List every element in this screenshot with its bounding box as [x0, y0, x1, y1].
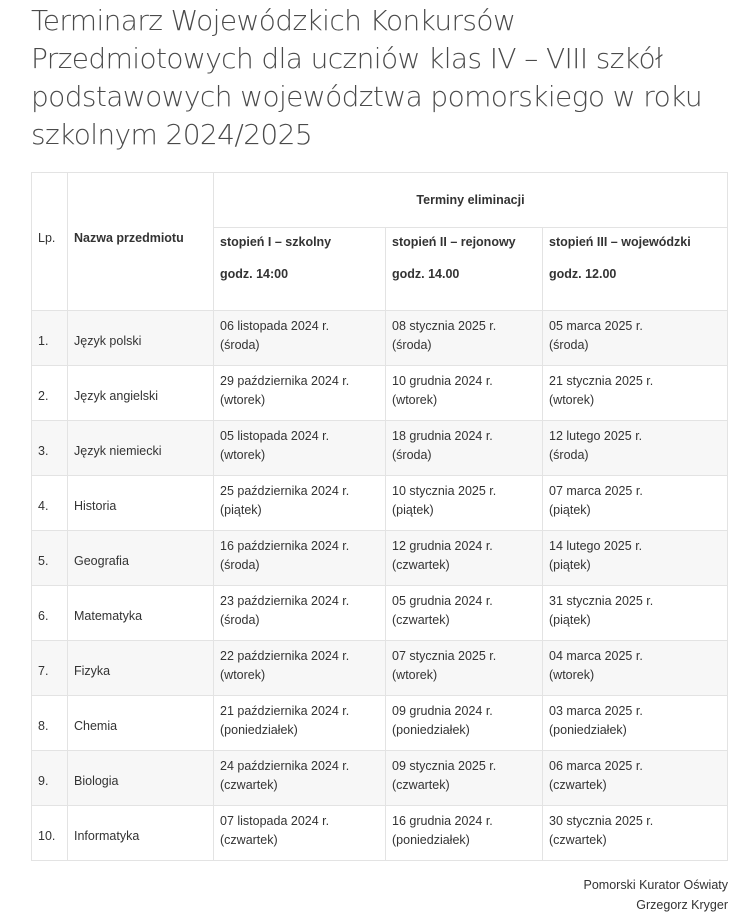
stage-1-weekday: (wtorek) — [220, 668, 266, 682]
row-lp — [32, 751, 68, 806]
stage-1-date-cell — [214, 531, 386, 586]
row-subject — [68, 586, 214, 641]
subject-name: Informatyka — [74, 828, 140, 843]
row-lp — [32, 311, 68, 366]
row-number: 7. — [38, 663, 49, 678]
stage-1-weekday: (czwartek) — [220, 778, 278, 792]
stage-1-date: 24 października 2024 r. — [220, 759, 350, 773]
stage-3-date-cell — [543, 696, 728, 751]
stage-3-date: 05 marca 2025 r. — [549, 319, 643, 333]
row-number: 2. — [38, 388, 49, 403]
stage-2-date: 08 stycznia 2025 r. — [392, 319, 497, 333]
stage-1-date: 16 października 2024 r. — [220, 539, 350, 553]
stage-2-weekday: (czwartek) — [392, 613, 450, 627]
stage-2-date-cell — [386, 641, 543, 696]
stage-1-weekday: (czwartek) — [220, 833, 278, 847]
stage-3-date: 30 stycznia 2025 r. — [549, 814, 654, 828]
table-row — [32, 696, 728, 751]
row-lp — [32, 531, 68, 586]
stage-3-weekday: (poniedziałek) — [549, 723, 627, 737]
stage-2-hour: godz. 14.00 — [392, 267, 460, 281]
stage-3-date-cell — [543, 641, 728, 696]
stage-3-weekday: (czwartek) — [549, 833, 607, 847]
stage-2-date: 18 grudnia 2024 r. — [392, 429, 493, 443]
header-stage-3 — [543, 228, 728, 311]
table-body — [32, 311, 728, 861]
stage-2-date-cell — [386, 806, 543, 861]
row-number: 6. — [38, 608, 49, 623]
stage-1-date-cell — [214, 751, 386, 806]
subject-name: Biologia — [74, 773, 119, 788]
subject-name: Fizyka — [74, 663, 111, 678]
stage-3-date: 12 lutego 2025 r. — [549, 429, 643, 443]
stage-2-weekday: (wtorek) — [392, 668, 438, 682]
subject-name: Chemia — [74, 718, 118, 733]
row-subject — [68, 476, 214, 531]
header-subject-name: Nazwa przedmiotu — [68, 173, 214, 311]
row-number: 8. — [38, 718, 49, 733]
stage-2-date: 05 grudnia 2024 r. — [392, 594, 493, 608]
stage-1-date: 25 października 2024 r. — [220, 484, 350, 498]
row-subject — [68, 696, 214, 751]
stage-1-weekday: (środa) — [220, 613, 260, 627]
header-stage-2 — [386, 228, 543, 311]
table-row — [32, 311, 728, 366]
stage-1-date: 21 października 2024 r. — [220, 704, 350, 718]
stage-3-weekday: (środa) — [549, 338, 589, 352]
row-lp — [32, 806, 68, 861]
stage-1-weekday: (wtorek) — [220, 448, 266, 462]
signature-name: Grzegorz Kryger — [636, 898, 728, 912]
row-lp — [32, 366, 68, 421]
stage-3-weekday: (wtorek) — [549, 668, 595, 682]
row-number: 5. — [38, 553, 49, 568]
row-number: 1. — [38, 333, 49, 348]
subject-name: Język angielski — [74, 388, 159, 403]
stage-3-date: 14 lutego 2025 r. — [549, 539, 643, 553]
stage-2-weekday: (środa) — [392, 448, 432, 462]
stage-1-date-cell — [214, 476, 386, 531]
stage-2-date: 09 grudnia 2024 r. — [392, 704, 493, 718]
stage-3-date: 07 marca 2025 r. — [549, 484, 643, 498]
table-row — [32, 421, 728, 476]
row-lp — [32, 696, 68, 751]
stage-1-hour: godz. 14:00 — [220, 267, 289, 281]
stage-3-date: 06 marca 2025 r. — [549, 759, 643, 773]
stage-3-weekday: (piątek) — [549, 613, 591, 627]
stage-2-date-cell — [386, 311, 543, 366]
table-row — [32, 476, 728, 531]
stage-3-hour: godz. 12.00 — [549, 267, 617, 281]
row-number: 9. — [38, 773, 49, 788]
stage-2-date-cell — [386, 366, 543, 421]
subject-name: Język polski — [74, 333, 142, 348]
row-subject — [68, 366, 214, 421]
table-row — [32, 751, 728, 806]
stage-1-weekday: (środa) — [220, 558, 260, 572]
table-row — [32, 531, 728, 586]
stage-3-weekday: (piątek) — [549, 503, 591, 517]
stage-3-date: 04 marca 2025 r. — [549, 649, 643, 663]
subject-name: Matematyka — [74, 608, 143, 623]
row-subject — [68, 311, 214, 366]
stage-2-date-cell — [386, 476, 543, 531]
stage-1-date-cell — [214, 806, 386, 861]
stage-2-date: 09 stycznia 2025 r. — [392, 759, 497, 773]
header-lp: Lp. — [32, 173, 68, 311]
stage-2-date-cell — [386, 751, 543, 806]
stage-1-date: 23 października 2024 r. — [220, 594, 350, 608]
stage-3-date: 31 stycznia 2025 r. — [549, 594, 654, 608]
row-subject — [68, 641, 214, 696]
stage-2-date: 10 grudnia 2024 r. — [392, 374, 493, 388]
table-row — [32, 641, 728, 696]
stage-3-date-cell — [543, 476, 728, 531]
stage-1-date: 05 listopada 2024 r. — [220, 429, 330, 443]
stage-1-weekday: (poniedziałek) — [220, 723, 298, 737]
row-subject — [68, 751, 214, 806]
stage-1-date-cell — [214, 366, 386, 421]
header-stage-1 — [214, 228, 386, 311]
stage-3-date-cell — [543, 311, 728, 366]
header-elimination-dates: Terminy eliminacji — [214, 173, 728, 228]
stage-3-date-cell — [543, 421, 728, 476]
stage-3-date: 03 marca 2025 r. — [549, 704, 643, 718]
stage-1-date: 22 października 2024 r. — [220, 649, 350, 663]
stage-1-weekday: (wtorek) — [220, 393, 266, 407]
stage-2-date-cell — [386, 586, 543, 641]
stage-2-label: stopień II – rejonowy — [392, 235, 516, 249]
stage-2-date: 12 grudnia 2024 r. — [392, 539, 493, 553]
stage-1-date-cell — [214, 311, 386, 366]
subject-name: Geografia — [74, 553, 129, 568]
stage-2-weekday: (czwartek) — [392, 558, 450, 572]
stage-3-date: 21 stycznia 2025 r. — [549, 374, 654, 388]
table-row — [32, 806, 728, 861]
subject-name: Historia — [74, 498, 117, 513]
signature — [31, 875, 728, 915]
row-lp — [32, 476, 68, 531]
stage-2-date: 07 stycznia 2025 r. — [392, 649, 497, 663]
row-number: 3. — [38, 443, 49, 458]
stage-2-weekday: (czwartek) — [392, 778, 450, 792]
stage-3-date-cell — [543, 751, 728, 806]
stage-2-weekday: (środa) — [392, 338, 432, 352]
row-subject — [68, 806, 214, 861]
row-number: 10. — [38, 828, 56, 843]
stage-1-weekday: (piątek) — [220, 503, 262, 517]
table-header — [32, 173, 728, 311]
stage-3-weekday: (środa) — [549, 448, 589, 462]
page-title: Terminarz Wojewódzkich Konkursów Przedmiotowych dla uczniów klas IV – VIII szkół podstawowych województwa pomorskiego w roku szkolnym 2024/2025 — [31, 4, 703, 151]
stage-3-date-cell — [543, 531, 728, 586]
row-lp — [32, 586, 68, 641]
subject-name: Język niemiecki — [74, 443, 162, 458]
stage-3-date-cell — [543, 366, 728, 421]
stage-3-weekday: (czwartek) — [549, 778, 607, 792]
schedule-table — [31, 172, 728, 861]
stage-2-date: 16 grudnia 2024 r. — [392, 814, 493, 828]
stage-3-date-cell — [543, 586, 728, 641]
stage-2-weekday: (piątek) — [392, 503, 434, 517]
stage-2-date-cell — [386, 531, 543, 586]
stage-1-date: 06 listopada 2024 r. — [220, 319, 330, 333]
row-subject — [68, 531, 214, 586]
stage-1-date-cell — [214, 586, 386, 641]
stage-3-date-cell — [543, 806, 728, 861]
stage-2-weekday: (poniedziałek) — [392, 833, 470, 847]
stage-1-date: 07 listopada 2024 r. — [220, 814, 330, 828]
stage-3-weekday: (piątek) — [549, 558, 591, 572]
row-lp — [32, 641, 68, 696]
stage-1-date: 29 października 2024 r. — [220, 374, 350, 388]
row-lp — [32, 421, 68, 476]
signature-title: Pomorski Kurator Oświaty — [583, 878, 728, 892]
stage-1-date-cell — [214, 696, 386, 751]
row-subject — [68, 421, 214, 476]
row-number: 4. — [38, 498, 49, 513]
stage-2-weekday: (wtorek) — [392, 393, 438, 407]
stage-3-weekday: (wtorek) — [549, 393, 595, 407]
stage-2-date-cell — [386, 696, 543, 751]
stage-1-weekday: (środa) — [220, 338, 260, 352]
stage-1-date-cell — [214, 641, 386, 696]
stage-2-weekday: (poniedziałek) — [392, 723, 470, 737]
stage-1-date-cell — [214, 421, 386, 476]
stage-3-label: stopień III – wojewódzki — [549, 235, 691, 249]
stage-1-label: stopień I – szkolny — [220, 235, 332, 249]
table-row — [32, 366, 728, 421]
stage-2-date: 10 stycznia 2025 r. — [392, 484, 497, 498]
table-row — [32, 586, 728, 641]
stage-2-date-cell — [386, 421, 543, 476]
